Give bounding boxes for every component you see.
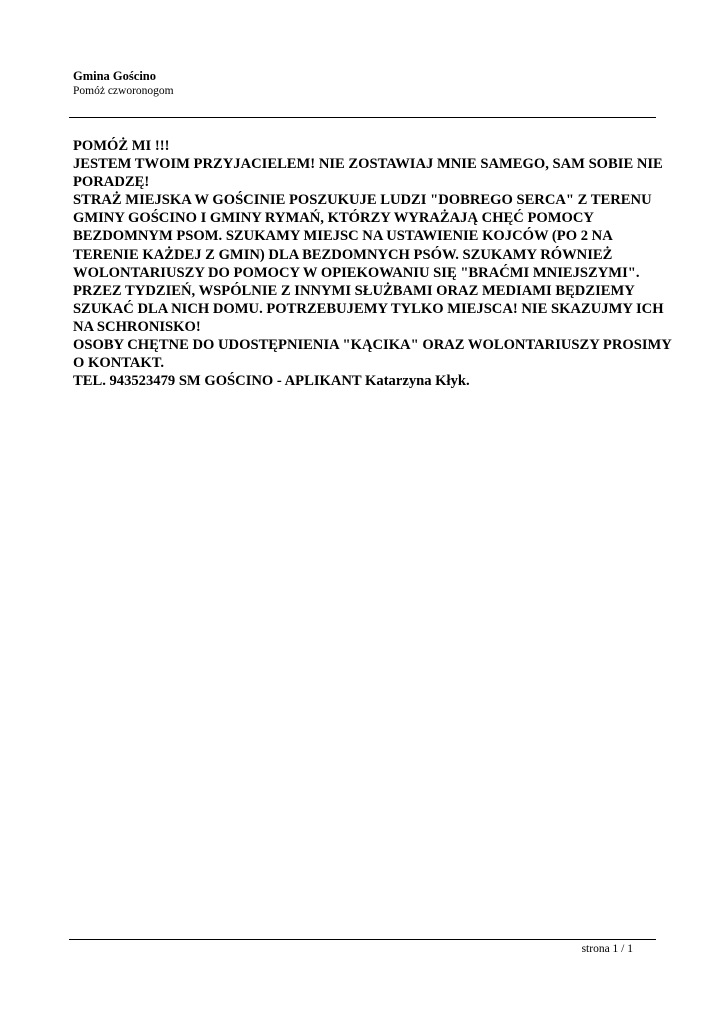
article-paragraph: OSOBY CHĘTNE DO UDOSTĘPNIENIA "KĄCIKA" ORAZ WOLONTARIUSZY PROSIMY O KONTAKT. [73, 337, 672, 372]
footer-divider [69, 939, 656, 940]
header-subtitle: Pomóż czworonogom [73, 85, 174, 97]
header-title: Gmina Gościno [73, 69, 156, 83]
header-divider [69, 117, 656, 118]
page-header [73, 68, 663, 99]
article-paragraph: JESTEM TWOIM PRZYJACIELEM! NIE ZOSTAWIAJ MNIE SAMEGO, SAM SOBIE NIE PORADZĘ! [73, 156, 663, 191]
article-body [73, 137, 673, 390]
page-number: strona 1 / 1 [581, 943, 633, 955]
article-paragraph: PRZEZ TYDZIEŃ, WSPÓLNIE Z INNYMI SŁUŻBAMI ORAZ MEDIAMI BĘDZIEMY SZUKAĆ DLA NICH DOMU. POTRZEBUJEMY TYLKO MIEJSCA! NIE SKAZUJMY ICH NA SCHRONISKO! [73, 282, 664, 335]
article-paragraph: STRAŻ MIEJSKA W GOŚCINIE POSZUKUJE LUDZI "DOBREGO SERCA" Z TERENU GMINY GOŚCINO I GMINY RYMAŃ, KTÓRZY WYRAŻAJĄ CHĘĆ POMOCY BEZDOMNYM PSOM. SZUKAMY MIEJSC NA USTAWIENIE KOJCÓW (PO 2 NA TERENIE KAŻDEJ Z GMIN) DLA BEZDOMNYCH PSÓW. SZUKAMY RÓWNIEŻ WOLONTARIUSZY DO POMOCY W OPIEKOWANIU SIĘ "BRAĆMI MNIEJSZYMI". [73, 192, 652, 281]
article-paragraph: POMÓŻ MI !!! [73, 138, 170, 154]
article-paragraph: TEL. 943523479 SM GOŚCINO - APLIKANT Katarzyna Kłyk. [73, 373, 470, 390]
